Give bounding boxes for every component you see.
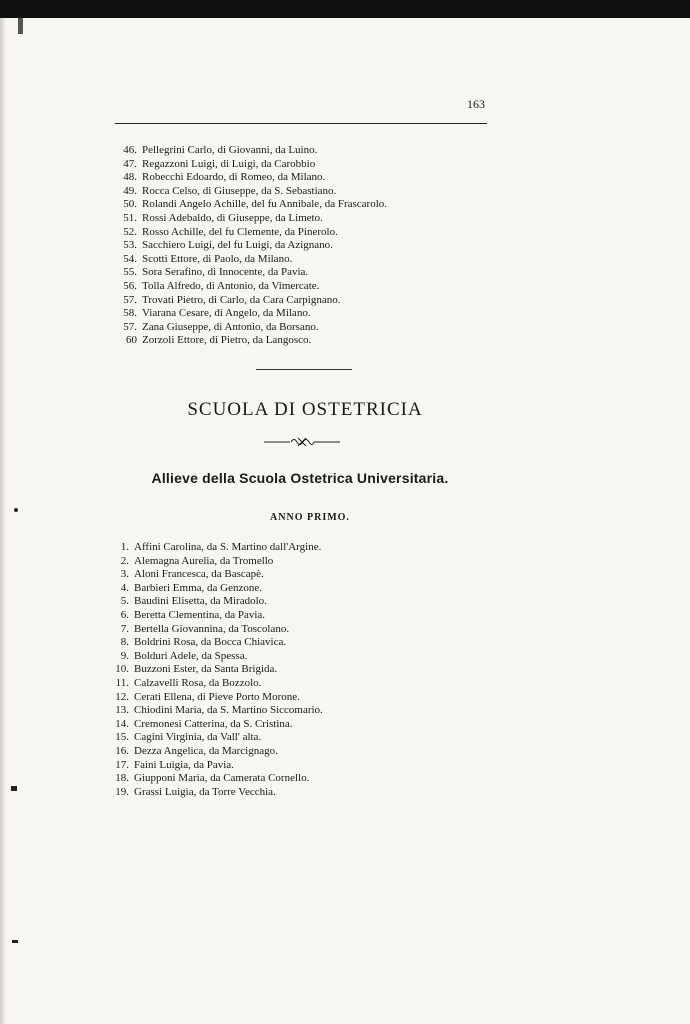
list-item — [100, 609, 323, 623]
item-text: Rolandi Angelo Achille, del fu Annibale, da Frascarolo. — [142, 198, 388, 211]
item-number: 57. — [123, 293, 137, 306]
item-text: Zana Giuseppe, di Antonio, da Borsano. — [142, 320, 319, 333]
list-item — [100, 786, 323, 800]
item-text: Chiodini Maria, da S. Martino Siccomario. — [134, 704, 323, 717]
item-number: 50. — [123, 198, 137, 211]
list-item — [100, 731, 323, 745]
scan-margin-mark — [12, 940, 18, 943]
scan-left-edge — [0, 18, 6, 1024]
item-text: Faini Luigia, da Pavia. — [134, 758, 234, 771]
item-text: Trovati Pietro, di Carlo, da Cara Carpignano. — [142, 293, 341, 306]
item-text: Beretta Clementina, da Pavia. — [134, 608, 266, 621]
year-heading: ANNO PRIMO. — [270, 512, 350, 523]
list-item — [108, 198, 387, 212]
list-item — [108, 334, 387, 348]
item-text: Tolla Alfredo, di Antonio, da Vimercate. — [142, 279, 320, 292]
list-item — [100, 623, 323, 637]
page-number: 163 — [467, 97, 485, 111]
item-text: Pellegrini Carlo, di Giovanni, da Luino. — [142, 144, 318, 156]
header-rule — [115, 123, 487, 124]
list-item — [100, 718, 323, 732]
item-text: Rocca Celso, di Giuseppe, da S. Sebastiano. — [142, 184, 337, 197]
item-number: 1. — [120, 541, 129, 553]
item-text: Dezza Angelica, da Marcignago. — [134, 744, 278, 757]
list-item — [108, 158, 387, 172]
item-text: Affini Carolina, da S. Martino dall'Argine. — [134, 541, 322, 553]
item-number: 19. — [115, 785, 129, 798]
item-number: 14. — [115, 717, 129, 730]
item-number: 18. — [115, 772, 129, 785]
item-number: 5. — [120, 595, 129, 608]
list-item — [108, 266, 387, 280]
item-text: Scotti Ettore, di Paolo, da Milano. — [142, 252, 293, 265]
item-number: 12. — [115, 690, 129, 703]
item-number: 9. — [120, 649, 129, 662]
item-text: Sacchiero Luigi, del fu Luigi, da Azignano. — [142, 239, 333, 252]
item-text: Bolduri Adele, da Spessa. — [134, 649, 248, 662]
item-number: 60 — [126, 334, 137, 347]
item-text: Zorzoli Ettore, di Pietro, da Langosco. — [142, 334, 312, 347]
item-text: Robecchi Edoardo, di Romeo, da Milano. — [142, 171, 326, 184]
midwives-list — [100, 541, 323, 799]
list-item — [100, 555, 323, 569]
list-item — [100, 650, 323, 664]
item-text: Buzzoni Ester, da Santa Brigida. — [134, 663, 278, 676]
section-subtitle: Allieve della Scuola Ostetrica Universitaria. — [151, 470, 449, 486]
list-item — [100, 582, 323, 596]
item-number: 58. — [123, 307, 137, 320]
list-item — [100, 745, 323, 759]
item-text: Boldrini Rosa, da Bocca Chiavica. — [134, 636, 287, 649]
item-number: 8. — [120, 636, 129, 649]
item-text: Calzavelli Rosa, da Bozzolo. — [134, 676, 262, 689]
item-number: 11. — [115, 676, 129, 689]
scan-margin-mark — [14, 508, 18, 512]
list-item — [100, 772, 323, 786]
item-number: 10. — [115, 663, 129, 676]
list-item — [100, 691, 323, 705]
item-text: Regazzoni Luigi, di Luigi, da Carobbio — [142, 157, 316, 170]
list-item — [108, 144, 387, 158]
item-number: 46. — [123, 144, 137, 156]
item-text: Giupponi Maria, da Camerata Cornello. — [134, 772, 310, 785]
item-number: 7. — [120, 622, 129, 635]
list-item — [108, 253, 387, 267]
item-text: Cerati Ellena, di Pieve Porto Morone. — [134, 690, 300, 703]
item-number: 47. — [123, 157, 137, 170]
item-number: 2. — [120, 554, 129, 567]
item-number: 15. — [115, 731, 129, 744]
list-item — [108, 226, 387, 240]
item-number: 57. — [123, 320, 137, 333]
item-text: Rossi Adebaldo, di Giuseppe, da Limeto. — [142, 211, 323, 224]
scan-margin-mark — [11, 786, 17, 791]
item-number: 56. — [123, 279, 137, 292]
list-item — [100, 759, 323, 773]
list-item — [108, 185, 387, 199]
list-item — [108, 280, 387, 294]
item-text: Cagini Virginia, da Vall' alta. — [134, 731, 262, 744]
item-text: Alemagna Aurelia, da Tromello — [134, 554, 274, 567]
item-number: 16. — [115, 744, 129, 757]
item-text: Cremonesi Catterina, da S. Cristina. — [134, 717, 293, 730]
scan-margin-mark — [18, 18, 23, 34]
item-text: Grassi Luigia, da Torre Vecchia. — [134, 785, 276, 798]
item-number: 3. — [120, 568, 129, 581]
item-text: Bertella Giovannina, da Toscolano. — [134, 622, 290, 635]
section-title: SCUOLA DI OSTETRICIA — [187, 399, 423, 420]
list-item — [100, 541, 323, 555]
students-list — [108, 144, 387, 348]
list-item — [100, 704, 323, 718]
item-number: 48. — [123, 171, 137, 184]
list-item — [100, 636, 323, 650]
item-number: 51. — [123, 211, 137, 224]
item-number: 17. — [115, 758, 129, 771]
item-text: Aloni Francesca, da Bascapè. — [134, 568, 264, 581]
item-text: Viarana Cesare, di Angelo, da Milano. — [142, 307, 311, 320]
item-text: Barbieri Emma, da Genzone. — [134, 581, 262, 594]
item-text: Sora Serafino, di Innocente, da Pavia. — [142, 266, 309, 279]
section-divider — [256, 369, 352, 370]
item-number: 13. — [115, 704, 129, 717]
item-number: 53. — [123, 239, 137, 252]
list-item — [100, 595, 323, 609]
list-item — [108, 212, 387, 226]
list-item — [108, 294, 387, 308]
item-number: 4. — [120, 581, 129, 594]
item-text: Baudini Elisetta, da Miradolo. — [134, 595, 267, 608]
list-item — [100, 677, 323, 691]
list-item — [108, 321, 387, 335]
ornament-divider — [262, 434, 342, 450]
list-item — [100, 568, 323, 582]
item-number: 49. — [123, 184, 137, 197]
list-item — [108, 239, 387, 253]
scan-top-band — [0, 0, 690, 18]
item-number: 6. — [120, 608, 129, 621]
list-item — [108, 307, 387, 321]
item-number: 55. — [123, 266, 137, 279]
item-text: Rosso Achille, del fu Clemente, da Pinerolo. — [142, 225, 338, 238]
list-item — [108, 171, 387, 185]
item-number: 52. — [123, 225, 137, 238]
item-number: 54. — [123, 252, 137, 265]
list-item — [100, 663, 323, 677]
